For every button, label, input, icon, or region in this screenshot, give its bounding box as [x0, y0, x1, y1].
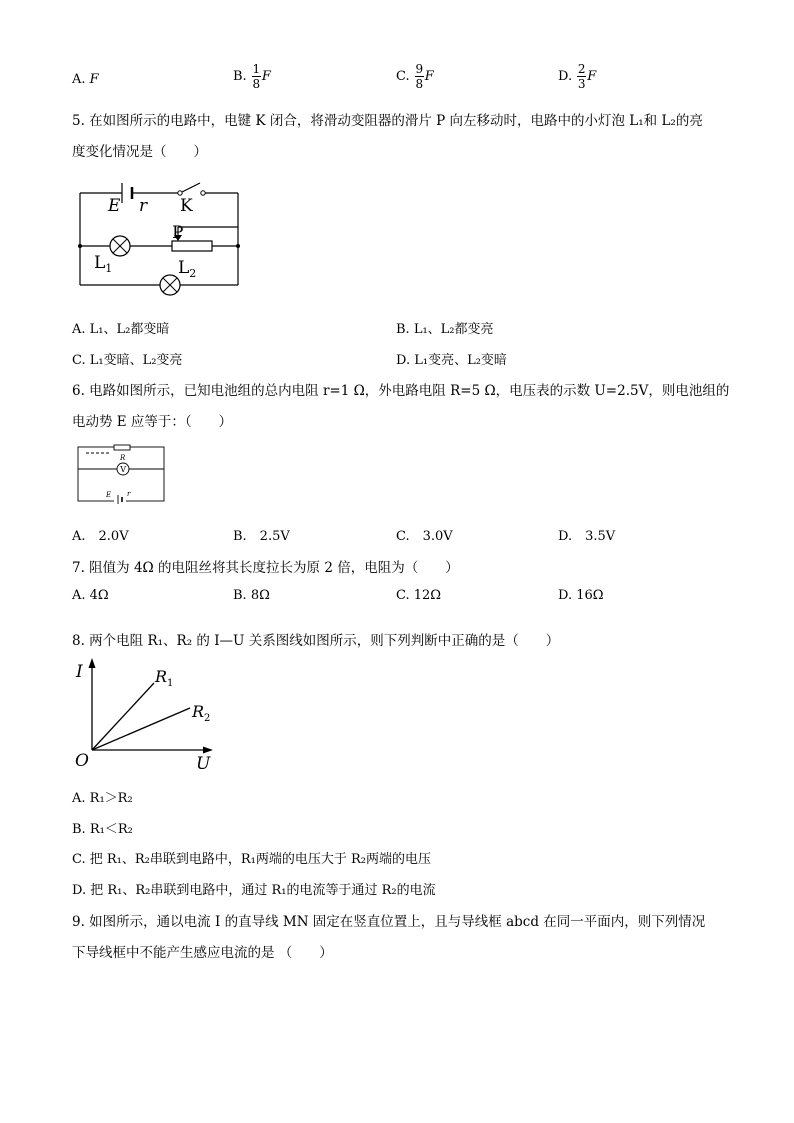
- fraction: [415, 63, 424, 90]
- q9-stem-line1: 9. 如图所示，通以电流 I 的直导线 MN 固定在竖直位置上，且与导线框 abcd 在同一平面内，则下列情况: [72, 914, 706, 930]
- q4-option-a: [72, 72, 99, 87]
- option-var: F: [587, 69, 597, 84]
- label-r-ext: R: [120, 454, 126, 462]
- q6-circuit-diagram: [76, 443, 168, 505]
- option-var: F: [261, 69, 271, 84]
- q6-stem-line1: 6. 电路如图所示，已知电池组的总内电阻 r=1 Ω，外电路电阻 R=5 Ω，电压表的示数 U=2.5V，则电池组的: [72, 383, 730, 399]
- q6-option-a: A. 2.0V: [72, 529, 129, 544]
- option-letter: A.: [72, 72, 86, 87]
- option-letter: C.: [396, 69, 410, 84]
- line-label-r1: $R_1$: [155, 667, 174, 689]
- q8-option-b: B. R₁＜R₂: [72, 822, 133, 837]
- q5-option-d: D. L₁变亮、L₂变暗: [396, 353, 507, 368]
- q6-stem-line2: 电动势 E 应等于：（ ）: [72, 414, 233, 430]
- label-r: r: [139, 196, 148, 216]
- q5-option-c: C. L₁变暗、L₂变亮: [72, 353, 183, 368]
- q7-option-c: C. 12Ω: [396, 588, 442, 603]
- i-axis-arrow-icon: [89, 658, 96, 668]
- option-var: F: [424, 69, 434, 84]
- q7-stem: 7. 阻值为 4Ω 的电阻丝将其长度拉长为原 2 倍，电阻为（ ）: [72, 560, 459, 576]
- q8-stem: 8. 两个电阻 R₁、R₂ 的 I—U 关系图线如图所示，则下列判断中正确的是（ ）: [72, 633, 560, 649]
- q5-stem-line2: 度变化情况是（ ）: [72, 144, 207, 160]
- denominator: 3: [577, 77, 586, 91]
- q8-option-a: A. R₁＞R₂: [72, 791, 133, 806]
- numerator: 1: [252, 62, 261, 76]
- label-l1: $L_1$: [94, 253, 113, 275]
- option-letter: B.: [233, 69, 247, 84]
- q8-option-c: C. 把 R₁、R₂串联到电路中，R₁两端的电压大于 R₂两端的电压: [72, 852, 432, 867]
- numerator: 9: [415, 62, 424, 76]
- q5-circuit-diagram: [72, 175, 247, 300]
- label-p: P: [172, 223, 184, 243]
- label-r-int: r: [127, 490, 131, 498]
- q7-option-a: A. 4Ω: [72, 588, 109, 603]
- label-k: K: [180, 196, 193, 216]
- denominator: 8: [252, 77, 261, 91]
- option-letter: D.: [558, 69, 573, 84]
- lamp-l1-icon: [110, 236, 130, 256]
- q5-stem-line1: 5. 在如图所示的电路中，电键 K 闭合，将滑动变阻器的滑片 P 向左移动时，电路中的小灯泡 L₁和 L₂的亮: [72, 113, 703, 129]
- numerator: 2: [577, 62, 586, 76]
- q4-option-d: [558, 63, 596, 90]
- fraction: [577, 63, 586, 90]
- q6-option-b: B. 2.5V: [233, 529, 290, 544]
- fraction: [252, 63, 261, 90]
- denominator: 8: [415, 77, 424, 91]
- u-axis-arrow-icon: [203, 747, 213, 754]
- option-var: F: [89, 72, 99, 87]
- axis-label-i: I: [76, 662, 83, 682]
- label-e: E: [108, 196, 121, 216]
- q5-option-b: B. L₁、L₂都变亮: [396, 322, 494, 337]
- label-e: E: [106, 491, 112, 499]
- q4-option-c: [396, 63, 434, 90]
- q6-option-d: D. 3.5V: [558, 529, 616, 544]
- q9-stem-line2: 下导线框中不能产生感应电流的是 （ ）: [72, 945, 333, 961]
- q8-option-d: D. 把 R₁、R₂串联到电路中，通过 R₁的电流等于通过 R₂的电流: [72, 883, 436, 898]
- q5-option-a: A. L₁、L₂都变暗: [72, 322, 170, 337]
- q6-option-c: C. 3.0V: [396, 529, 453, 544]
- q7-option-b: B. 8Ω: [233, 588, 270, 603]
- line-label-r2: $R_2$: [192, 702, 211, 724]
- q4-option-b: [233, 63, 271, 90]
- label-v: V: [120, 465, 126, 474]
- q8-iu-graph: [72, 655, 222, 775]
- axis-label-u: U: [196, 754, 211, 774]
- q7-option-d: D. 16Ω: [558, 588, 604, 603]
- origin-label: O: [75, 751, 89, 771]
- label-l2: $L_2$: [178, 258, 197, 280]
- lamp-l2-icon: [160, 275, 180, 295]
